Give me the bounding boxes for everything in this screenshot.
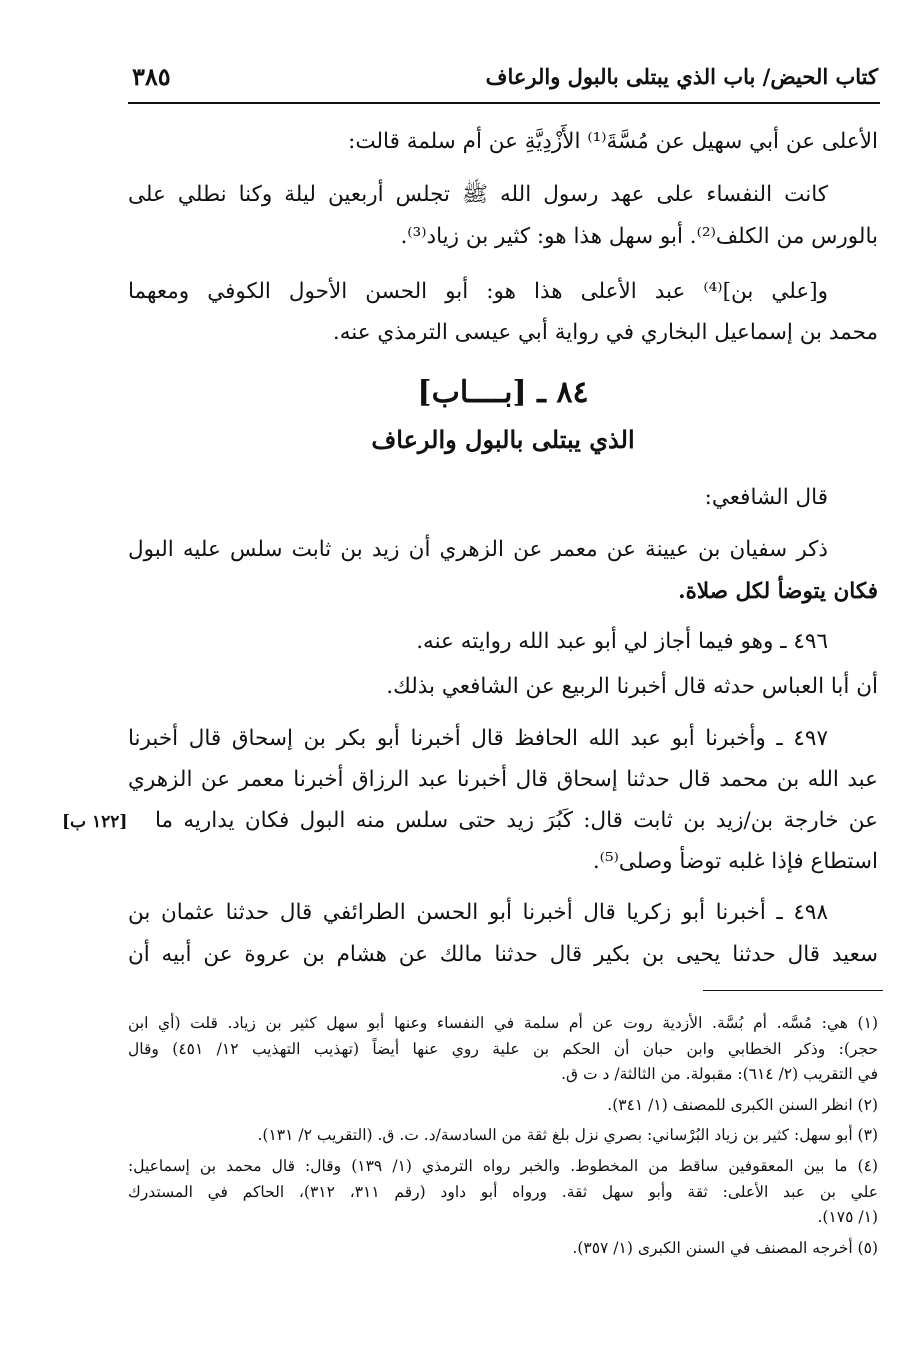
text-line: استطاع فإذا غلبه توضأ وصلى⁽⁵⁾. <box>592 849 878 874</box>
text-line: عن خارجة بن/زيد بن ثابت قال: كَبُرَ زيد حتى سلس منه البول فكان يداريه ما <box>155 808 878 833</box>
text-line: ٤٩٨ ـ أخبرنا أبو زكريا قال أخبرنا أبو الحسن الطرائفي قال حدثنا عثمان بن <box>128 900 828 925</box>
chapter-number: ٨٤ ـ [بــــاب] <box>417 375 589 410</box>
text-line: ٤٩٧ ـ وأخبرنا أبو عبد الله الحافظ قال أخبرنا أبو بكر بن إسحاق قال أخبرنا <box>128 726 828 751</box>
text-line: بالورس من الكلف⁽²⁾. أبو سهل هذا هو: كثير بن زياد⁽³⁾. <box>400 224 878 249</box>
footnote-line: علي بن عبد الأعلى: ثقة وأبو سهل ثقة. ورواه أبو داود (رقم ٣١١، ٣١٢)، الحاكم في المستدرك <box>128 1183 878 1201</box>
page-number: ٣٨٥ <box>132 62 171 91</box>
text-line: كانت النفساء على عهد رسول الله ﷺ تجلس أربعين ليلة وكنا نطلي على <box>128 182 828 207</box>
footnote-line: (٥) أخرجه المصنف في السنن الكبرى (١/ ٣٥٧). <box>572 1239 878 1257</box>
header-rule <box>128 102 880 104</box>
footnote-line: (٤) ما بين المعقوفين ساقط من المخطوط. والخبر رواه الترمذي (١/ ١٣٩) وقال: قال محمد بن إسماعيل: <box>128 1157 878 1175</box>
manuscript-folio-note: [١٢٢ ب] <box>62 812 128 832</box>
footnote-rule <box>703 990 883 991</box>
footnote-line: (٢) انظر السنن الكبرى للمصنف (١/ ٣٤١). <box>607 1096 878 1114</box>
running-header <box>128 62 878 102</box>
text-line: و[علي بن]⁽⁴⁾ عبد الأعلى هذا هو: أبو الحسن الأحول الكوفي ومعهما <box>128 279 828 304</box>
text-line: عبد الله بن محمد قال حدثنا إسحاق قال أخبرنا عبد الرزاق أخبرنا معمر عن الزهري <box>128 767 878 792</box>
text-line: فكان يتوضأ لكل صلاة. <box>678 579 878 604</box>
text-line: ٤٩٦ ـ وهو فيما أجاز لي أبو عبد الله روايته عنه. <box>416 629 828 654</box>
footnote-line: في التقريب (٢/ ٦١٤): مقبولة. من الثالثة/ د ت ق. <box>561 1065 878 1083</box>
footnote-line: (٣) أبو سهل: كثير بن زياد البُرْساني: بصري نزل بلغ ثقة من السادسة/د. ت. ق. (التقريب ٢/ ١٣١). <box>257 1126 878 1144</box>
footnote-line: حجر): وذكر الخطابي وابن حبان أن الحكم بن علية روي عنها أيضاً (تهذيب التهذيب ١٢/ ٤٥١) وقال <box>128 1040 878 1058</box>
text-line: أن أبا العباس حدثه قال أخبرنا الربيع عن الشافعي بذلك. <box>386 674 878 699</box>
footnote-line: (١/ ١٧٥). <box>817 1208 878 1226</box>
header-title: كتاب الحيض/ باب الذي يبتلى بالبول والرعاف <box>485 64 878 89</box>
text-line: محمد بن إسماعيل البخاري في رواية أبي عيسى الترمذي عنه. <box>332 320 878 345</box>
text-line: سعيد قال حدثنا يحيى بن بكير قال حدثنا مالك عن هشام بن عروة عن أبيه أن <box>128 942 878 967</box>
footnote-line: (١) هي: مُسَّه. أم بُسَّة. الأزدية روت عن أم سلمة في النفساء وعنها أبو سهل كثير بن زياد. قلت (أي ابن <box>128 1014 878 1032</box>
text-line: قال الشافعي: <box>704 485 828 510</box>
text-line: ذكر سفيان بن عيينة عن معمر عن الزهري أن زيد بن ثابت سلس عليه البول <box>128 537 828 562</box>
text-line: الأعلى عن أبي سهيل عن مُسَّةَ⁽¹⁾ الأَزْدِيَّةِ عن أم سلمة قالت: <box>348 129 878 154</box>
chapter-title: الذي يبتلى بالبول والرعاف <box>371 425 635 454</box>
